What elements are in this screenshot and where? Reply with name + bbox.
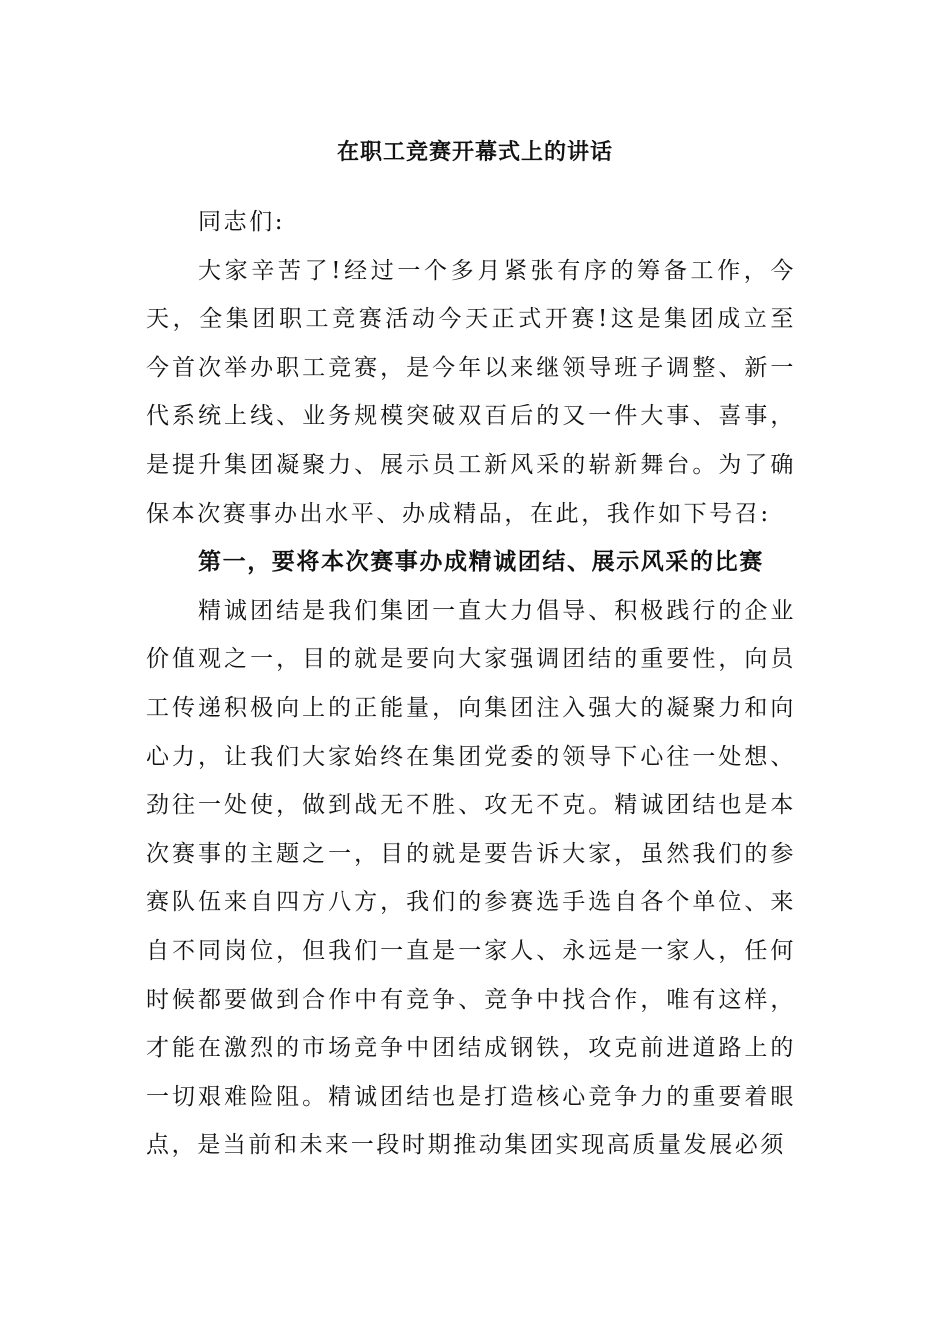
section-paragraph: 精诚团结是我们集团一直大力倡导、积极践行的企业价值观之一，目的就是要向大家强调团结的重要性，向员工传递积极向上的正能量，向集团注入强大的凝聚力和向心力，让我们大家始终在集团党委的领导下心往一处想、劲往一处使，做到战无不胜、攻无不克。精诚团结也是本次赛事的主题之一，目的就是要告诉大家，虽然我们的参赛队伍来自四方八方，我们的参赛选手选自各个单位、来自不同岗位，但我们一直是一家人、永远是一家人，任何时候都要做到合作中有竞争、竞争中找合作，唯有这样，才能在激烈的市场竞争中团结成钢铁，攻克前进道路上的一切艰难险阻。精诚团结也是打造核心竞争力的重要着眼点，是当前和未来一段时期推动集团实现高质量发展必须 [146, 597, 796, 1159]
greeting-paragraph: 同志们: [198, 209, 286, 235]
intro-paragraph: 大家辛苦了!经过一个多月紧张有序的筹备工作，今天，全集团职工竞赛活动今天正式开赛!这是集团成立至今首次举办职工竞赛，是今年以来继领导班子调整、新一代系统上线、业务规模突破双百后的又一件大事、喜事，是提升集团凝聚力、展示员工新风采的崭新舞台。为了确保本次赛事办出水平、办成精品，在此，我作如下号召: [146, 257, 796, 527]
section-heading: 第一，要将本次赛事办成精诚团结、展示风采的比赛 [198, 548, 764, 576]
document-body [146, 160, 796, 1170]
document-title: 在职工竞赛开幕式上的讲话 [336, 139, 613, 165]
